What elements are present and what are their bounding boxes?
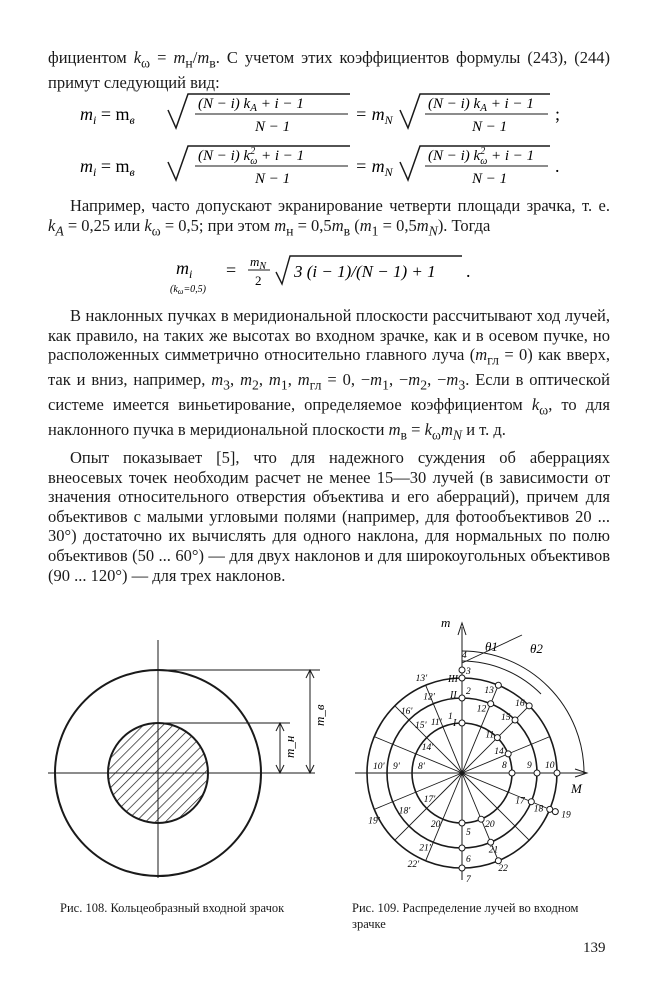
ray-label: 12' [423,692,435,703]
ray-point [554,770,560,776]
ray-point [459,667,465,673]
ray-label: 17 [515,796,525,807]
ray-label: 18 [533,804,544,815]
svg-text:mi: $m_i$ [176,258,193,281]
ray-point [526,703,532,709]
figure-109 [345,615,595,890]
ray-point [509,770,515,776]
label-m-inner: m_н [282,735,297,758]
svg-text:=: = [226,260,237,280]
ray-point [552,809,558,815]
page-number: 139 [583,940,606,956]
svg-text:(N − i) k2ω + i − 1: (N − i) $k^2$ ω + i − 1 [428,146,535,167]
ray-label: 1 [448,712,453,722]
ray-label: 8 [502,761,507,771]
formula-1 [80,88,580,138]
ray-label: 10' [373,762,385,772]
ray-label: 3 [466,667,471,677]
ray-label: 7 [466,875,471,885]
svg-text:(N − i) k2ω + i − 1: (N − i) $k^2$ ω + i − 1 [198,146,305,167]
svg-text:mN: $m_N$ [250,254,267,272]
svg-text:.: . [555,156,560,176]
svg-text:N − 1: N − 1 [255,171,291,187]
svg-text:mi = mв: $m_i = m_в$ [80,156,135,179]
ray-point [512,717,518,723]
ray-point [478,816,484,822]
label-m-outer: m_в [312,704,327,726]
svg-text:N − 1: N − 1 [255,119,291,135]
ray-label: 18' [398,806,411,817]
ray-point [505,751,511,757]
ray-point [459,720,465,726]
formula-2 [80,140,580,190]
ray-point [459,845,465,851]
svg-text:= mN: = $m_N$ [355,156,393,179]
ray-label: 9 [527,761,532,771]
ray-label: 12 [476,704,487,715]
svg-text:mi = mв: $m_i = m_в$ [80,104,135,127]
svg-text:(N − i) kA + i − 1: (N − i) $k_A + i - 1$ [198,96,304,114]
ray-label: 21 [488,845,499,856]
ray-label: 15 [501,712,511,723]
ray-label: 11 [485,730,495,741]
paragraph-1 [48,48,610,92]
ray-point [494,735,500,741]
ray-point [534,770,540,776]
ray-label: 17' [423,795,436,806]
ray-point [459,865,465,871]
ray-label: 20' [430,820,443,831]
roman-I: I [453,718,457,729]
ray-label: 13 [484,686,494,697]
ray-label: 21' [419,843,431,854]
svg-text:(kω=0,5): $(k_\omega=0,5)$ [170,284,207,296]
svg-text:.: . [466,261,471,281]
ray-label: 10 [545,761,555,771]
svg-text:N − 1: N − 1 [472,119,508,135]
ray-label: 9' [393,762,400,772]
roman-II: II [450,690,457,701]
ray-label: 14 [494,746,504,757]
ray-point [459,675,465,681]
ray-label: 15' [414,720,427,731]
svg-text:2: 2 [255,273,262,288]
axis-M-label: M [571,781,582,796]
figure-108 [40,630,340,890]
svg-text:N − 1: N − 1 [472,171,508,187]
ray-label: 11' [430,717,442,728]
ray-label: 22 [498,863,508,874]
ray-label: 16 [515,698,525,709]
ray-label: 14' [421,742,434,753]
axis-m-label: m [441,615,451,630]
roman-III: III [448,674,458,685]
ray-label: 8' [418,762,425,772]
ray-label: 16' [400,706,413,717]
paragraph-4: Опыт показывает [5], что для надежного суждения об аберрациях внеосевых точек необходим расчет не менее 15—30 лучей (в зависимости от значения относительного отверстия объектива и его аберраций), причем для объективов с малыми угловыми полями (например, для фотообъективов 20 ... 30°) достаточно их вычислять для одного наклона, для нормальных по полю объективов (50 ... 60°) — для двух наклонов и для широкоугольных объективов (90 ... 120°) — для трех наклонов. [48,448,610,585]
ray-label: 5 [466,828,471,838]
theta1-arc [462,661,541,697]
svg-text:;: ; [555,104,561,124]
ray-label: 20 [485,820,495,831]
ray-point [459,820,465,826]
svg-text:(N − i) kA + i − 1: (N − i) $k_A + i - 1$ [428,96,534,114]
ray-label: 6 [466,855,471,865]
ray-label: 19 [561,810,571,821]
theta2-label: θ2 [530,641,543,656]
svg-text:= mN: = $m_N$ [355,104,393,127]
ray-label: 22' [407,859,420,870]
ray-point [459,695,465,701]
theta1-label: θ1 [485,639,498,654]
paragraph-2: Например, часто допускают экранирование четверти площади зрачка, т. е. $k_A = 0,25$ или $k_\omega = 0,5$; при этом $m_н = 0,5m_в$ $(m_1 = 0,5m_N)$. Тогда [48,196,610,238]
paragraph-3: В наклонных пучках в меридиональной плоскости рассчитывают ход лучей, как правило, на таких же высотах во входном зрачке, как и в осевом пучке, но расположенных симметрично относительно главного луча $(m_{гл} = 0)$ как вверх, так и вниз, например, $m_3$, $m_2$, $m_1$, $m_{гл} = 0$, $-m_1$, $-m_2$, $-m_3$. Если в оптической системе имеется виньетирование, определяемое коэффициентом $k_\omega$, то для наклонного пучка в меридиональной плоскости $m_в = k_\omega m_N$ и т. д. [48,306,611,443]
ray-label: 4 [462,651,467,661]
ray-label: 2 [466,687,471,697]
p1-text: фициентом $k_\omega = m_н/m_в$. С учетом этих коэффициентов формулы (243), (244) примут следующий вид: [48,48,610,92]
svg-text:3 (i − 1)/(N − 1) + 1: 3 (i − 1)/(N − 1) + 1 [294,262,436,281]
ray-point [495,682,501,688]
ray-point [488,701,494,707]
caption-fig109: Рис. 109. Распределение лучей во входном зрачке [352,901,579,931]
ray-label: 13' [415,674,428,685]
caption-fig108: Рис. 108. Кольцеобразный входной зрачок [60,901,285,915]
formula-3 [170,250,490,300]
ray-label: 19' [368,816,380,827]
